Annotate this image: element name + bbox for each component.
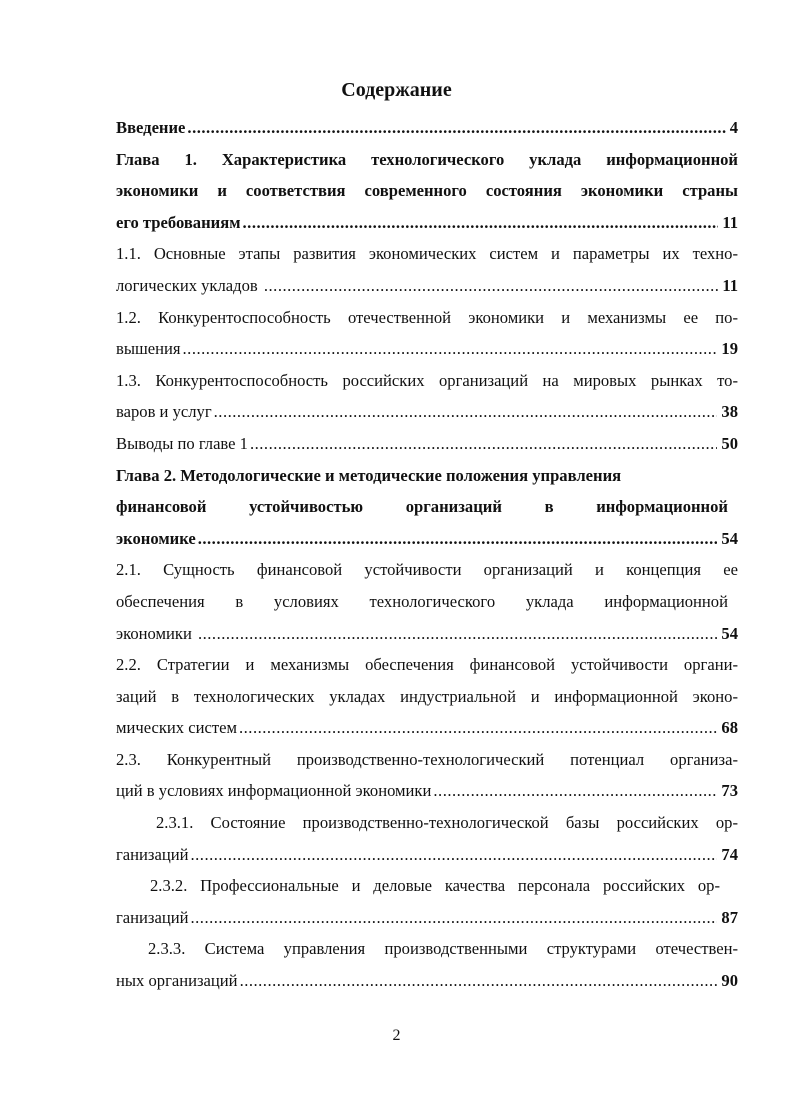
toc-word: технологического (369, 591, 496, 611)
toc-entry-line: его требованиям (116, 212, 241, 232)
toc-entry-line: 2.2. Стратегии и механизмы обеспечения финансовой устойчивости органи- (116, 655, 738, 675)
dot-leader (240, 965, 718, 997)
dot-leader (433, 775, 717, 807)
toc-page-number: 68 (721, 718, 738, 738)
toc-entry-line: Глава 1. Характеристика технологического уклада информационной (116, 149, 738, 169)
toc-page-number: 74 (721, 844, 738, 864)
toc-entry-line: экономики и соответствия современного состояния экономики страны (116, 181, 738, 201)
toc-entry-text: Выводы по главе 1 (116, 433, 248, 453)
toc-word: условиях (273, 591, 339, 611)
dot-leader (187, 112, 725, 144)
toc-word: в (235, 591, 244, 611)
toc-page-number: 90 (721, 971, 738, 991)
table-of-contents (116, 112, 738, 997)
toc-page-number: 11 (722, 212, 738, 232)
toc-word: информационной (604, 591, 728, 611)
toc-word: обеспечения (116, 591, 205, 611)
dot-leader (183, 333, 718, 365)
toc-word: финансовой (116, 497, 207, 517)
toc-entry-2-2[interactable] (116, 649, 738, 744)
toc-entry-line: 2.3.1. Состояние производственно-технологической базы российских ор- (156, 813, 738, 833)
toc-entry-chapter-2[interactable] (116, 460, 738, 555)
toc-entry-intro[interactable] (116, 112, 738, 144)
toc-page-number: 4 (729, 118, 738, 137)
dot-leader (239, 712, 717, 744)
toc-entry-line: 2.1. Сущность финансовой устойчивости организаций и концепция ее (116, 560, 738, 580)
toc-entry-line: ганизаций (116, 907, 189, 927)
toc-entry-line: варов и услуг (116, 402, 212, 422)
toc-word: информационной (596, 497, 728, 517)
toc-entry-1-2[interactable] (116, 302, 738, 365)
toc-entry-line: 1.2. Конкурентоспособность отечественной экономики и механизмы ее по- (116, 307, 738, 327)
dot-leader (191, 902, 718, 934)
toc-word: в (544, 497, 554, 517)
toc-entry-2-3-1[interactable] (116, 807, 738, 870)
toc-entry-line: ганизаций (116, 844, 189, 864)
toc-entry-line: экономики (116, 623, 196, 643)
page-title: Содержание (341, 79, 452, 101)
dot-leader (191, 839, 718, 871)
toc-entry-1-3[interactable] (116, 365, 738, 428)
page-number: 2 (392, 1027, 401, 1044)
toc-page-number: 50 (721, 433, 738, 453)
toc-entry-line: 2.3. Конкурентный производственно-технологический потенциал организа- (116, 749, 738, 769)
toc-entry-line: мических систем (116, 718, 237, 738)
toc-entry-text: Введение (116, 118, 186, 137)
toc-entry-line: ных организаций (116, 971, 238, 991)
dot-leader (243, 207, 719, 239)
dot-leader (264, 270, 718, 302)
toc-entry-line (116, 586, 738, 618)
toc-page-number: 11 (722, 275, 738, 295)
toc-entry-2-3-3[interactable] (116, 933, 738, 996)
toc-page-number: 73 (721, 781, 738, 801)
toc-entry-line: заций в технологических укладах индустриальной и информационной эконо- (116, 686, 738, 706)
toc-entry-2-1[interactable] (116, 554, 738, 649)
toc-entry-line: 2.3.3. Система управления производственными структурами отечествен- (148, 939, 738, 959)
toc-entry-1-1[interactable] (116, 238, 738, 301)
toc-entry-line: вышения (116, 339, 181, 359)
toc-entry-2-3[interactable] (116, 744, 738, 807)
toc-page-number: 38 (721, 402, 738, 422)
toc-entry-line: 1.1. Основные этапы развития экономических систем и параметры их техно- (116, 244, 738, 264)
toc-entry-2-3-2[interactable] (116, 870, 738, 933)
toc-page-number: 19 (721, 339, 738, 359)
dot-leader (198, 523, 718, 555)
dot-leader (214, 396, 718, 428)
toc-entry-line: логических укладов (116, 275, 262, 295)
toc-word: организаций (405, 497, 502, 517)
dot-leader (250, 428, 717, 460)
toc-word: уклада (525, 591, 574, 611)
toc-entry-line: ций в условиях информационной экономики (116, 781, 432, 801)
toc-page-number: 87 (721, 907, 738, 927)
toc-entry-line: Глава 2. Методологические и методические положения управления (116, 465, 622, 485)
toc-entry-line: 2.3.2. Профессиональные и деловые качества персонала российских ор- (150, 876, 720, 896)
toc-entry-chapter-1[interactable] (116, 144, 738, 239)
toc-entry-line: 1.3. Конкурентоспособность российских организаций на мировых рынках то- (116, 370, 738, 390)
toc-entry-line (116, 491, 738, 523)
toc-entry-line: экономике (116, 528, 196, 548)
toc-page-number: 54 (721, 623, 738, 643)
dot-leader (198, 618, 717, 650)
toc-word: устойчивостью (249, 497, 364, 517)
toc-page-number: 54 (721, 528, 738, 548)
toc-entry-conclusions-1[interactable] (116, 428, 738, 460)
